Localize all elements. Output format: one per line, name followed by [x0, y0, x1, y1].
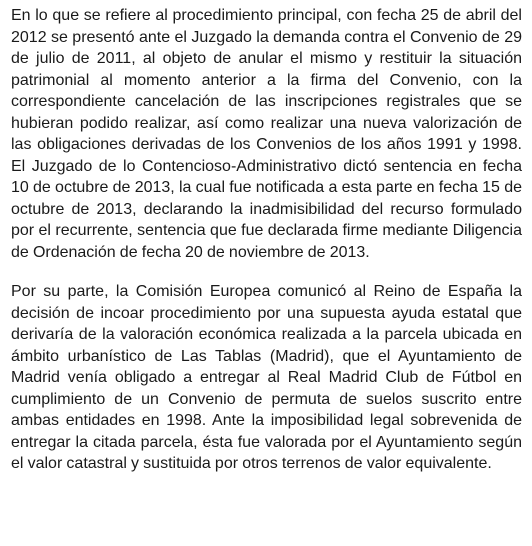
paragraph-comision-europea: Por su parte, la Comisión Europea comunicó al Reino de España la decisión de incoar procedimiento por una supuesta ayuda estatal que derivaría de la valoración económica realizada a la parcela ubicada en ámbito urbanístico de Las Tablas (Madrid), que el Ayuntamiento de Madrid venía obligado a entregar al Real Madrid Club de Fútbol en cumplimiento de un Convenio de permuta de suelos suscrito entre ambas entidades en 1998. Ante la imposibilidad legal sobrevenida de entregar la citada parcela, ésta fue valorada por el Ayuntamiento según el valor catastral y sustituida por otros terrenos de valor equivalente. [11, 283, 522, 472]
paragraph-procedimiento-principal: En lo que se refiere al procedimiento principal, con fecha 25 de abril del 2012 se presentó ante el Juzgado la demanda contra el Convenio de 29 de julio de 2011, al objeto de anular el mismo y restituir la situación patrimonial al momento anterior a la firma del Convenio, con la correspondiente cancelación de las inscripciones registrales que se hubieran podido realizar, así como realizar una nueva valorización de las obligaciones derivadas de los Convenios de los años 1991 y 1998. El Juzgado de lo Contencioso-Administrativo dictó sentencia en fecha 10 de octubre de 2013, la cual fue notificada a esta parte en fecha 15 de octubre de 2013, declarando la inadmisibilidad del recurso formulado por el recurrente, sentencia que fue declarada firme mediante Diligencia de Ordenación de fecha 20 de noviembre de 2013. [11, 7, 522, 261]
